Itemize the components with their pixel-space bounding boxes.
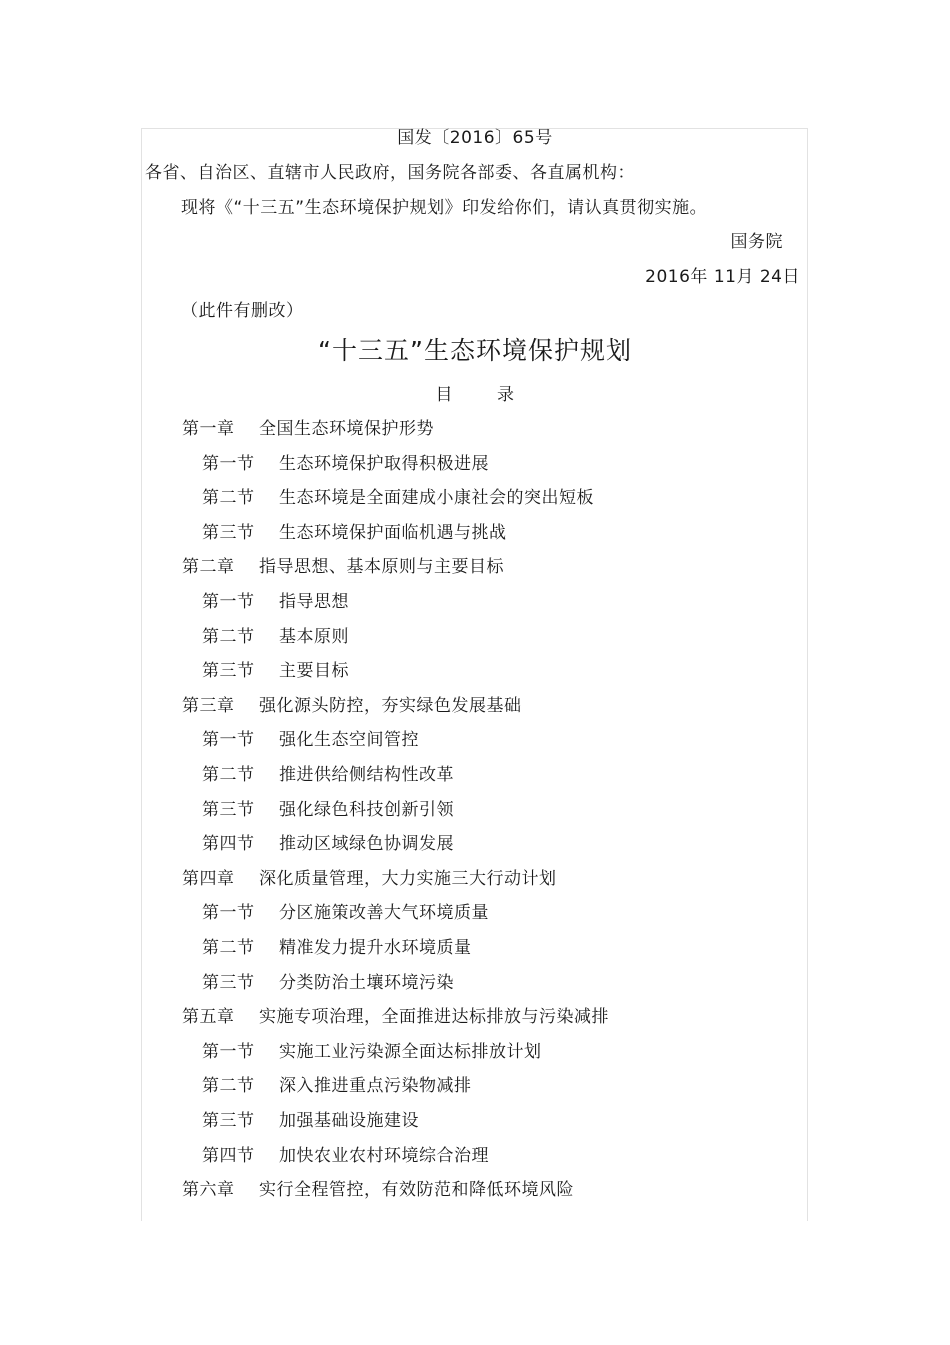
toc-chapter-row [182, 695, 522, 717]
toc-entry-title: 生态环境保护取得积极进展 [279, 453, 489, 474]
toc-entry-title: 加快农业农村环境综合治理 [279, 1145, 489, 1166]
toc-section-row [202, 626, 349, 648]
toc-section-row [202, 1041, 542, 1063]
toc-entry-number: 第三节 [202, 661, 255, 682]
toc-entry-number: 第四节 [202, 834, 255, 855]
toc-entry-number: 第四章 [182, 868, 235, 889]
toc-heading-left: 目 [435, 385, 453, 405]
toc-entry-number: 第三节 [202, 799, 255, 820]
toc-entry-title: 深入推进重点污染物减排 [279, 1076, 472, 1097]
toc-entry-title: 全国生态环境保护形势 [259, 419, 434, 439]
issue-date: 2016年 11月 24日 [645, 267, 800, 287]
addressees: 各省、自治区、直辖市人民政府，国务院各部委、各直属机构： [145, 163, 635, 183]
toc-entry-number: 第二节 [202, 1076, 255, 1097]
toc-entry-title: 主要目标 [279, 661, 349, 682]
toc-entry-number: 第六章 [182, 1180, 235, 1201]
toc-entry-number: 第一节 [202, 453, 255, 474]
toc-chapter-row [182, 1006, 609, 1028]
toc-entry-title: 精准发力提升水环境质量 [279, 938, 472, 958]
edit-note: （此件有删改） [181, 301, 304, 321]
toc-entry-title: 实施专项治理，全面推进达标排放与污染减排 [259, 1007, 609, 1028]
toc-heading-right: 录 [497, 385, 515, 405]
toc-entry-number: 第一节 [202, 592, 255, 612]
toc-entry-number: 第二节 [202, 488, 255, 509]
toc-entry-number: 第二节 [202, 626, 255, 647]
toc-entry-title: 加强基础设施建设 [279, 1111, 419, 1131]
signatory: 国务院 [730, 232, 783, 252]
toc-section-row [202, 660, 349, 682]
toc-entry-number: 第三节 [202, 972, 255, 993]
toc-entry-number: 第四节 [202, 1145, 255, 1166]
toc-entry-title: 生态环境是全面建成小康社会的突出短板 [279, 488, 594, 509]
toc-entry-title: 实行全程管控，有效防范和降低环境风险 [259, 1180, 574, 1201]
toc-entry-title: 生态环境保护面临机遇与挑战 [279, 522, 507, 543]
toc-chapter-row [182, 556, 504, 578]
toc-entry-title: 基本原则 [279, 626, 349, 647]
toc-entry-number: 第一章 [182, 419, 235, 439]
toc-section-row [202, 764, 454, 786]
toc-section-row [202, 1110, 419, 1132]
toc-entry-title: 推动区域绿色协调发展 [279, 834, 454, 855]
toc-section-row [202, 799, 454, 821]
toc-chapter-row [182, 418, 434, 440]
toc-entry-title: 实施工业污染源全面达标排放计划 [279, 1041, 542, 1062]
toc-section-row [202, 937, 472, 959]
toc-entry-title: 指导思想、基本原则与主要目标 [259, 557, 504, 578]
notice-body: 现将《“十三五”生态环境保护规划》印发给你们，请认真贯彻实施。 [181, 198, 708, 218]
toc-entry-number: 第三节 [202, 522, 255, 543]
toc-entry-number: 第二章 [182, 557, 235, 578]
document-title: “十三五”生态环境保护规划 [318, 336, 632, 365]
toc-section-row [202, 729, 419, 751]
toc-entry-title: 强化生态空间管控 [279, 730, 419, 751]
toc-section-row [202, 522, 507, 544]
toc-entry-number: 第一节 [202, 730, 255, 751]
toc-entry-number: 第一节 [202, 903, 255, 924]
toc-entry-number: 第二节 [202, 765, 255, 785]
toc-entry-number: 第一节 [202, 1041, 255, 1062]
toc-section-row [202, 1145, 489, 1167]
toc-section-row [202, 972, 454, 994]
toc-section-row [202, 833, 454, 855]
toc-entry-title: 指导思想 [279, 592, 349, 612]
toc-entry-title: 推进供给侧结构性改革 [279, 765, 454, 785]
toc-heading [0, 384, 950, 406]
toc-chapter-row [182, 1179, 574, 1201]
toc-entry-title: 深化质量管理，大力实施三大行动计划 [259, 868, 557, 889]
toc-entry-title: 强化源头防控，夯实绿色发展基础 [259, 695, 522, 716]
toc-section-row [202, 591, 349, 613]
toc-chapter-row [182, 868, 557, 890]
toc-entry-number: 第三章 [182, 695, 235, 716]
toc-entry-title: 分类防治土壤环境污染 [279, 972, 454, 993]
toc-section-row [202, 902, 489, 924]
document-number: 国发〔2016〕65号 [397, 128, 553, 148]
toc-entry-title: 分区施策改善大气环境质量 [279, 903, 489, 924]
toc-entry-number: 第三节 [202, 1111, 255, 1131]
toc-entry-title: 强化绿色科技创新引领 [279, 799, 454, 820]
toc-entry-number: 第二节 [202, 938, 255, 958]
toc-section-row [202, 487, 594, 509]
toc-section-row [202, 1075, 472, 1097]
toc-entry-number: 第五章 [182, 1007, 235, 1028]
toc-section-row [202, 453, 489, 475]
